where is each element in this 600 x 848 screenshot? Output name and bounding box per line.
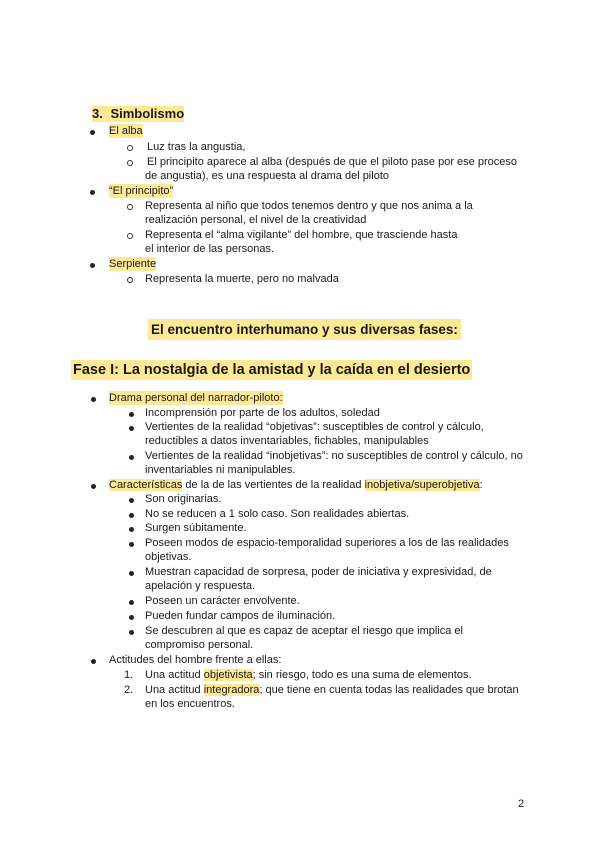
- sub-item-cont: de angustia), es una respuesta al drama del piloto: [145, 170, 389, 182]
- list-item-cont: objetivas.: [145, 551, 192, 563]
- bullet-icon: [129, 571, 134, 576]
- list-item-cont: apelación y respuesta.: [145, 580, 256, 592]
- actitudes-label: Actitudes del hombre frente a ellas:: [109, 654, 282, 666]
- list-item-cont: compromiso personal.: [145, 639, 254, 651]
- list-item-cont: inventariables ni manipulables.: [145, 464, 296, 476]
- section-title: Simbolismo: [110, 106, 185, 121]
- list-item-principito: “El principito”: [109, 185, 174, 197]
- list-item: Pueden fundar campos de iluminación.: [145, 610, 336, 622]
- list-item: Vertientes de la realidad “inobjetivas”: no susceptibles de control y cálculo, no: [145, 450, 523, 462]
- list-item: Vertientes de la realidad “objetivas”: susceptibles de control y cálculo,: [145, 421, 484, 433]
- bullet-icon: [129, 630, 134, 635]
- sub-item: Luz tras la angustia,: [147, 141, 246, 153]
- bullet-icon: [129, 455, 134, 460]
- list-item-cont: reductibles a datos inventariables, fichables, manipulables: [145, 435, 429, 447]
- list-item: Poseen modos de espacio-temporalidad superiores a los de las realidades: [145, 537, 509, 549]
- bullet-icon: [90, 263, 95, 268]
- page-number: 2: [518, 798, 525, 810]
- numbered-item: Una actitud integradora; que tiene en cuenta todas las realidades que brotan: [145, 684, 519, 696]
- circle-bullet-icon: [127, 277, 133, 283]
- bullet-icon: [90, 190, 95, 195]
- list-number: 2.: [124, 684, 134, 696]
- list-item: Poseen un carácter envolvente.: [145, 595, 300, 607]
- caracteristicas-label: Características de la de las vertientes de la realidad inobjetiva/superobjetiva:: [109, 479, 483, 491]
- drama-label: Drama personal del narrador-piloto:: [109, 392, 283, 404]
- sub-item-cont: realización personal, el nivel de la creatividad: [145, 214, 367, 226]
- sub-item: Representa la muerte, pero no malvada: [145, 273, 339, 285]
- bullet-icon: [129, 412, 134, 417]
- bullet-icon: [129, 600, 134, 605]
- bullet-icon: [129, 527, 134, 532]
- list-item: Surgen súbitamente.: [145, 522, 247, 534]
- bullet-icon: [129, 615, 134, 620]
- list-item: Incomprensión por parte de los adultos, soledad: [145, 407, 380, 419]
- numbered-item-cont: en los encuentros.: [145, 698, 235, 710]
- list-item: Son originarias.: [145, 493, 222, 505]
- sub-item: Representa al niño que todos tenemos dentro y que nos anima a la: [145, 200, 473, 212]
- bullet-icon: [129, 513, 134, 518]
- list-item-serpiente: Serpiente: [109, 258, 157, 270]
- sub-item: El principito aparece al alba (después de que el piloto pase por ese proceso: [147, 156, 517, 168]
- section-heading: [92, 106, 184, 122]
- bullet-icon: [91, 397, 96, 402]
- bullet-icon: [129, 426, 134, 431]
- circle-bullet-icon: [127, 233, 133, 239]
- list-item: No se reducen a 1 solo caso. Son realidades abiertas.: [145, 508, 410, 520]
- bullet-icon: [91, 484, 96, 489]
- circle-bullet-icon: [127, 145, 133, 151]
- bullet-icon: [129, 542, 134, 547]
- section-number: 3.: [92, 106, 103, 121]
- bullet-icon: [91, 659, 96, 664]
- bullet-icon: [129, 498, 134, 503]
- sub-item: Representa el “alma vigilante” del hombre, que trasciende hasta: [145, 229, 458, 241]
- circle-bullet-icon: [127, 160, 133, 166]
- sub-item-cont: el interior de las personas.: [145, 243, 275, 255]
- list-item: Muestran capacidad de sorpresa, poder de iniciativa y expresividad, de: [145, 566, 492, 578]
- list-item-alba: El alba: [109, 125, 143, 137]
- bullet-icon: [90, 130, 95, 135]
- list-item: Se descubren al que es capaz de aceptar el riesgo que implica el: [145, 625, 463, 637]
- phase-title: Fase I: La nostalgia de la amistad y la caída en el desierto: [73, 362, 471, 378]
- list-number: 1.: [124, 669, 134, 681]
- circle-bullet-icon: [127, 204, 133, 210]
- subtitle: El encuentro interhumano y sus diversas fases:: [148, 319, 461, 340]
- numbered-item: Una actitud objetivista; sin riesgo, todo es una suma de elementos.: [145, 669, 472, 681]
